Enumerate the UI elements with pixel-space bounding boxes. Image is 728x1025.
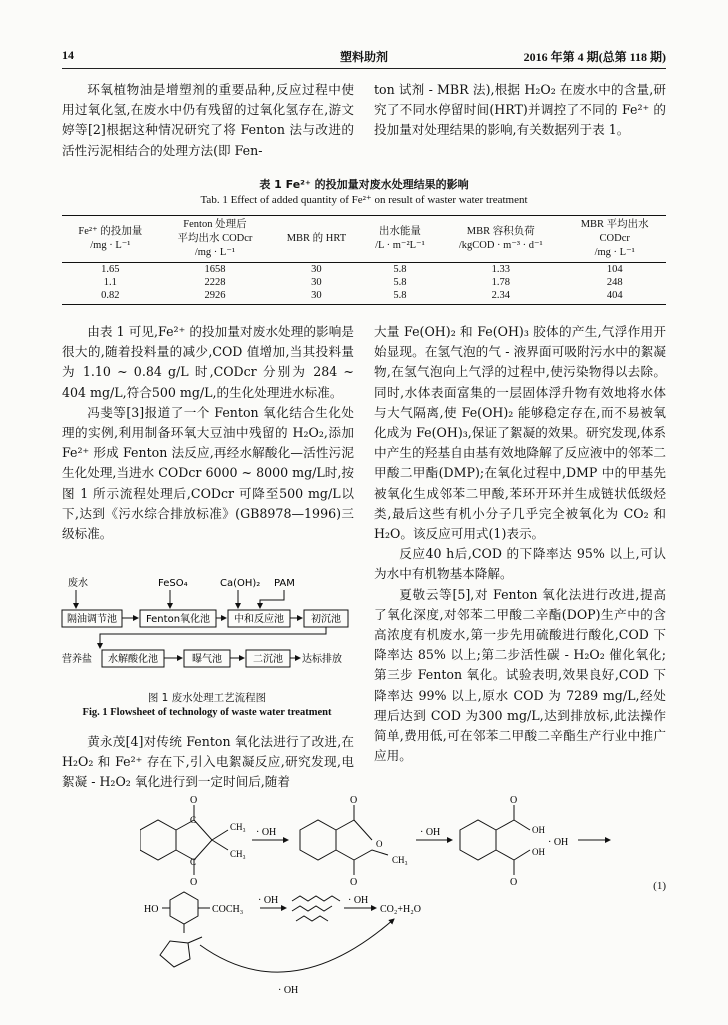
issue-info: 2016 年第 4 期(总第 118 期) xyxy=(523,50,666,64)
svg-text:HO: HO xyxy=(144,904,159,915)
input-label: 废水 xyxy=(68,578,88,589)
table-cell: 30 xyxy=(311,264,322,275)
column-header: MBR 平均出水 CODcr /mg · L⁻¹ xyxy=(563,216,666,263)
svg-text:· OH: · OH xyxy=(548,837,569,848)
paragraph: 黄永茂[4]对传统 Fenton 氧化法进行了改进,在 H₂O₂ 和 Fe²⁺ 存在下,引入电絮凝反应,研究发现,电絮凝 - H₂O₂ 氧化进行到一定时间后,随着 xyxy=(62,734,354,790)
equation-number: (1) xyxy=(653,880,666,892)
table-cell: 5.8 xyxy=(393,277,407,288)
svg-text:OH: OH xyxy=(532,847,545,857)
table-header-row xyxy=(62,216,666,263)
svg-text:O: O xyxy=(190,795,198,806)
table-cell: 1.78 xyxy=(491,277,510,288)
input-label: Ca(OH)₂ xyxy=(220,578,261,589)
left-column-mid xyxy=(62,322,354,544)
svg-text:二沉池: 二沉池 xyxy=(253,654,283,665)
chain-hydrocarbons xyxy=(292,896,340,921)
reaction-scheme xyxy=(140,795,700,995)
svg-text:CH₃: CH₃ xyxy=(230,849,246,859)
svg-text:中和反应池: 中和反应池 xyxy=(234,614,284,625)
page-number: 14 xyxy=(62,48,74,62)
svg-text:OH: OH xyxy=(532,825,545,835)
svg-text:CH₃: CH₃ xyxy=(392,855,408,865)
process-flowchart xyxy=(60,574,350,704)
data-table xyxy=(62,215,666,305)
table-cell: 30 xyxy=(311,277,322,288)
table-cell: 248 xyxy=(606,277,623,288)
column-header: MBR 容积负荷 /kgCOD · m⁻³ · d⁻¹ xyxy=(438,216,563,263)
molecule-phenol xyxy=(160,892,210,967)
svg-text:初沉池: 初沉池 xyxy=(311,614,341,625)
svg-text:O: O xyxy=(510,795,518,806)
table-cell: 0.82 xyxy=(62,289,159,305)
table-cell: 30 xyxy=(271,289,361,305)
column-header: Fenton 处理后 平均出水 CODcr /mg · L⁻¹ xyxy=(159,216,272,263)
table-cell: 2228 xyxy=(204,277,226,288)
molecule-phthalic-acid xyxy=(460,805,530,875)
table-cell: 104 xyxy=(606,264,623,275)
svg-text:O: O xyxy=(350,877,358,888)
svg-text:C: C xyxy=(190,815,197,825)
svg-text:COCH₃: COCH₃ xyxy=(212,904,244,915)
paragraph: 冯斐等[3]报道了一个 Fenton 氧化结合生化处理的实例,利用制备环氧大豆油中残留的 H₂O₂,添加 Fe²⁺ 形成 Fenton 法反应,再经水解酸化—活性污泥生化处理,当进水 CODcr 6000 ~ 8000 mg/L时,按图 1 所示流程处理后,CODcr 可降至500 mg/L以下,达到《污水综合排放标准》(GB8978—1996)三级标准。 xyxy=(62,404,354,542)
table-row xyxy=(62,263,666,277)
svg-text:Fenton氧化池: Fenton氧化池 xyxy=(145,614,211,625)
paragraph: 反应40 h后,COD 的下降率达 95% 以上,可认为水中有机物基本降解。 xyxy=(374,546,666,582)
svg-text:O: O xyxy=(510,877,518,888)
svg-text:· OH: · OH xyxy=(256,827,277,838)
svg-text:· OH: · OH xyxy=(258,895,279,906)
table-cell: 5.8 xyxy=(393,264,407,275)
table-cell: 1.33 xyxy=(491,264,510,275)
table-row xyxy=(62,276,666,289)
table-cell: 1.1 xyxy=(103,277,117,288)
svg-text:CH₃: CH₃ xyxy=(230,822,246,832)
column-header: Fe²⁺ 的投加量 /mg · L⁻¹ xyxy=(62,216,159,263)
journal-name: 塑料助剂 xyxy=(339,50,388,64)
svg-text:· OH: · OH xyxy=(348,895,369,906)
svg-text:O: O xyxy=(350,795,358,806)
table-cell: 1658 xyxy=(204,264,226,275)
right-column-top xyxy=(374,80,666,141)
svg-text:隔油调节池: 隔油调节池 xyxy=(67,614,117,625)
svg-text:O: O xyxy=(190,877,198,888)
right-column-mid xyxy=(374,322,666,766)
figure-caption-en: Fig. 1 Flowsheet of technology of waste water treatment xyxy=(82,707,332,718)
table-cell: 2926 xyxy=(159,289,272,305)
left-column-bottom xyxy=(62,732,354,793)
paragraph: 大量 Fe(OH)₂ 和 Fe(OH)₃ 胶体的产生,气浮作用开始显现。在氢气泡的气 - 液界面可吸附污水中的絮凝物,在氢气泡向上气浮的过程中,使污染物得以去除。同时,水体表面富集的一层固体浮升物有效地将水体与大气隔离,使 Fe(OH)₂ 能够稳定存在,而不易被氧化成为 Fe(OH)₃,保证了絮凝的效果。研究发现,体系中产生的羟基自由基有效地降解了反应液中的邻苯二甲酸二甲酯(DMP);在氧化过程中,DMP 中的甲基先被氧化生成邻苯二甲酸,苯环开环并生成链状低级烃类,最后这些有机小分子几乎完全被氧化为 CO₂ 和 H₂O。该反应可用式(1)表示。 xyxy=(374,324,666,542)
svg-text:C: C xyxy=(190,857,197,867)
svg-text:水解酸化池: 水解酸化池 xyxy=(108,654,158,665)
final-product: CO₂+H₂O xyxy=(380,904,421,915)
left-column-top xyxy=(62,80,354,161)
molecule-dmp xyxy=(140,805,228,875)
table-cell: 404 xyxy=(563,289,666,305)
input-label: 营养盐 xyxy=(62,654,92,665)
svg-text:· OH: · OH xyxy=(420,827,441,838)
figure-caption-cn: 图 1 废水处理工艺流程图 xyxy=(147,692,267,704)
paragraph: 环氧植物油是增塑剂的重要品种,反应过程中使用过氧化氢,在废水中仍有残留的过氧化氢存在,游文婷等[2]根据这种情况研究了将 Fenton 法与改进的活性污泥相结合的处理方法(即 Fen- xyxy=(62,82,354,158)
table-title-cn: 表 1 Fe²⁺ 的投加量对废水处理结果的影响 xyxy=(259,178,469,191)
table-cell: 2.34 xyxy=(438,289,563,305)
table-title-en: Tab. 1 Effect of added quantity of Fe²⁺ on result of waster water treatment xyxy=(200,194,528,206)
svg-text:曝气池: 曝气池 xyxy=(192,654,222,665)
running-header xyxy=(62,48,666,69)
molecule-intermediate xyxy=(300,805,388,875)
output-label: 达标排放 xyxy=(302,654,342,665)
input-label: FeSO₄ xyxy=(158,578,188,589)
column-header: MBR 的 HRT xyxy=(271,216,361,263)
column-header: 出水能量 /L · m⁻²L⁻¹ xyxy=(362,216,438,263)
svg-text:· OH: · OH xyxy=(278,985,299,995)
table-cell: 1.65 xyxy=(101,264,120,275)
table-cell: 5.8 xyxy=(362,289,438,305)
table-row xyxy=(62,289,666,305)
paragraph: 由表 1 可见,Fe²⁺ 的投加量对废水处理的影响是很大的,随着投料量的减少,COD 值增加,当其投料量为 1.10 ~ 0.84 g/L 时,CODcr 分别为 284 ~ 404 mg/L,符合500 mg/L,的生化处理进水标准。 xyxy=(62,324,354,400)
paragraph: ton 试剂 - MBR 法),根据 H₂O₂ 在废水中的含量,研究了不同水停留时间(HRT)并调控了不同的 Fe²⁺ 的投加量对处理结果的影响,有关数据列于表 1。 xyxy=(374,82,666,138)
svg-text:O: O xyxy=(376,839,383,849)
input-label: PAM xyxy=(274,578,295,589)
paragraph: 夏敬云等[5],对 Fenton 氧化法进行改进,提高了氧化深度,对邻苯二甲酸二辛酯(DOP)生产中的含高浓度有机废水,第一步先用硫酸进行酸化,COD 下降率达 85% 以上;第二步活性碳 - H₂O₂ 催化氧化;第三步 Fenton 氧化。试验表明,效果良好,COD 下降率达 99% 以上,原水 COD 为 7289 mg/L,经处理后达到 COD 为300 mg/L,达到排放标,此法操作简单,费用低,可在邻苯二甲酸二辛酯生产行业中推广应用。 xyxy=(374,586,666,764)
